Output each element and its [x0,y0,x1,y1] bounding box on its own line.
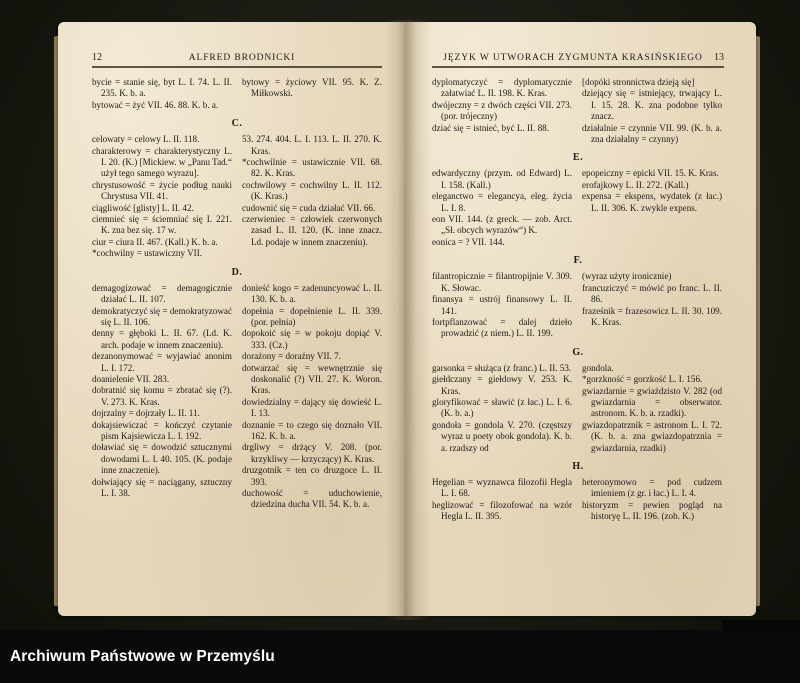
entry: dziejący się = istniejący, trwający L. I. 15. 28. K. zna podobne tylko znacz. [582,88,722,122]
entry: celowaty = celowy L. II. 118. [92,134,200,145]
right-column-1-d [432,77,572,145]
entry: eonica = ? VII. 144. [432,236,505,247]
section-letter-f: F. [573,255,583,267]
left-column-2-d [242,283,382,511]
section-letter-c: C. [231,118,243,130]
section-letter-d: D. [231,266,243,278]
right-page-folio: 13 [714,52,724,63]
entry: 53. 274. 404. L. I. 113. L. II. 270. K. Kras. [242,134,382,156]
entry: drgliwy = drżący V. 208. (por. krzykliwy — krzyczący) K. Kras. [242,442,382,464]
right-columns-g [432,363,724,454]
entry: heteronymowo = pod cudzem imieniem (z gr. i łac.) L. I. 4. [582,476,722,499]
entry: doznanie = to czego się doznało VII. 162. K. b. a. [242,419,382,441]
entry: dwójeczny = z dwóch części VII. 273. (por. trójeczny) [432,99,572,122]
right-head-rule [432,66,724,68]
entry: donieść kogo = zadenuncyować L. II. 130. K. b. a. [242,282,382,305]
entry: dojrzalny = dojrzały L. II. 11. [92,408,200,419]
watermark-corner-block [722,620,800,632]
right-columns-d [432,77,724,145]
entry: druzgotnik = ten co druzgoce L. II. 393. [242,465,382,487]
right-columns-f [432,271,724,339]
left-column-1-d [92,283,232,511]
left-page-folio: 12 [92,52,102,63]
entry: duchowość = uduchowienie, dziedzina ducha VII. 54. K. b. a. [242,488,382,510]
left-columns-d [92,283,382,511]
entry: doanielenie VII. 283. [92,373,170,384]
entry: cochwilowy = cochwilny L. II. 112. (K. Kras.) [242,179,382,202]
right-running-head [432,52,724,63]
left-columns-c [92,134,382,259]
entry: ciur = ciura II. 467. (Kall.) K. b. a. [92,236,218,247]
section-letter-h: H. [572,460,584,472]
entry: *gorzkność = gorzkość L. I. 156. [582,374,703,385]
entry: bytować = żyć VII. 46. 88. K. b. a. [92,99,219,110]
left-running-head [92,52,382,63]
right-column-2-d [582,77,722,145]
entry: dopełnia = dopełnienie L. II. 339. (por. pełnia) [242,305,382,327]
entry: francuziczyć = mówić po franc. L. II. 86. [582,282,722,305]
entry: finansya = ustrój finansowy L. II. 141. [432,294,572,316]
entry: dotwarzać się = wewnętrznie się doskonalić (?) VII. 27. K. Woron. Kras. [242,362,382,396]
entry: gloryfikować = sławić (z łac.) L. I. 6. (K. b. a.) [432,396,572,419]
left-page [58,22,408,616]
entry: heglizować = filozofować na wzór Hegla L. II. 395. [432,499,572,522]
entry: dowiedzialny = dający się dowieść L. I. 13. [242,396,382,419]
entry: dopokoić się = w pokoju dopiąć V. 333. (Cz.) [242,328,382,350]
entry: charakterowy = charakterystyczny L. I. 20. (K.) [Mickiew. w „Panu Tad.“ użył tego samego wyrazu]. [92,145,232,179]
entry: działalnie = czynnie VII. 99. (K. b. a. zna działalny = czynny) [582,122,722,145]
entry: fortpflanzować = dalej dzieło prowadzić (z niem.) L. II. 199. [432,316,572,339]
entry: demagogizować = demagogicznie działać L. II. 107. [92,282,232,305]
left-running-title: ALFRED BRODNICKI [188,53,296,63]
entry: bytowy = życiowy VII. 95. K. Z. Miłkowski. [242,77,382,99]
right-column-1-f [432,271,572,339]
entry: expensa = ekspens, wydatek (z łac.) L. II. 306. K. zwykle expens. [582,191,722,213]
entry: Hegelian = wyznawca filozofii Hegla L. I. 68. [432,476,572,499]
entry: *cochwilny = ustawiczny VII. [92,248,203,259]
entry: edwardyczny (przym. od Edward) L. I. 158. (Kall.) [432,168,572,190]
right-column-2-f [582,271,722,339]
left-columns [92,77,382,111]
entry: gondoła = gondola V. 270. (częstszy wyraz u poety obok gondola). K. b. a. rzadszy od [432,419,572,453]
section-letter-e: E. [572,152,584,164]
entry: eon VII. 144. (z greck. — zob. Arct. „Sł. obcych wyrazów“) K. [432,214,572,236]
entry: dokajsiewiczać = kończyć czytanie pism Kajsiewicza L. I. 192. [92,419,232,441]
right-columns-e [432,168,724,248]
right-column-2-e [582,168,722,248]
entry: epopeiczny = epicki VII. 15. K. Kras. [582,168,719,179]
entry: ciemnieć się = ściemniać się I. 221. K. zna bez się. 17 w. [92,214,232,236]
right-page [406,22,756,616]
entry: (wyraz użyty ironicznie) [582,271,672,282]
left-column-2-c [242,134,382,259]
entry: *cochwilnie = ustawicznie VII. 68. 82. K. Kras. [242,157,382,179]
left-column-1-c [92,134,232,259]
entry: filantropicznie = filantropijnie V. 309. K. Słowac. [432,271,572,293]
right-column-1-e [432,168,572,248]
right-column-2-g [582,363,722,454]
left-column-1 [92,77,232,111]
entry: fraześnik = frazesowicz L. II. 30. 109. K. Kras. [582,305,722,327]
right-column-1-h [432,477,572,523]
entry: demokratyczyć się = demokratyzować się L. II. 106. [92,305,232,327]
entry: doławiać się = dowodzić sztucznymi dowodami L. I. 40. 105. (K. podaje inne znaczenie). [92,442,232,476]
entry: dobratnić się komu = zbratać się (?). V. 273. K. Kras. [92,385,232,407]
right-column-1-g [432,363,572,454]
archive-watermark-text: Archiwum Państwowe w Przemyślu [10,647,275,665]
entry: eleganctwo = elegancya, eleg. życia L. I. 8. [432,191,572,213]
entry: dołwiający się = naciągany, sztuczny L. I. 38. [92,476,232,498]
entry: garsonka = służąca (z franc.) L. II. 53. [432,362,572,373]
entry: cudownić się = cuda działać VII. 66. [242,202,376,213]
section-letter-g: G. [572,346,584,358]
entry: ciągliwość [glisty] L. II. 42. [92,202,194,213]
right-running-title: JĘZYK W UTWORACH ZYGMUNTA KRASIŃSKIEGO [443,53,703,63]
right-columns-h [432,477,724,523]
entry: dziać się = istnieć, być L. II. 88. [432,122,549,133]
entry: gwiazdopatrznik = astronom L. I. 72. (K. b. a. zna gwiazdopatrznia = gwiazdarnia, rzadki) [582,419,722,453]
entry: gondola. [582,362,614,373]
open-book [30,8,782,628]
left-head-rule [92,66,382,68]
right-column-2-h [582,477,722,523]
entry: dorażony = doraźny VII. 7. [242,351,341,362]
entry: dezanonymować = wyjawiać anonim L. I. 172. [92,351,232,373]
entry: chrystusowość = życie podług nauki Chrystusa VII. 41. [92,179,232,202]
entry: historyzm = pewien pogląd na historyę L. II. 196. (zob. K.) [582,499,722,522]
entry: gwiazdarnie = gwiaździsto V. 282 (od gwiazdarnia = obserwator. astronom. K. b. a. rzadki). [582,385,722,419]
entry: giełdczany = giełdowy V. 253. K. Kras. [432,374,572,396]
entry: dyplomatyczyć = dyplomatycznie załatwiać L. II. 198. K. Kras. [432,77,572,99]
entry: bycie = stanie się, byt L. I. 74. L. II. 235. K. b. a. [92,77,232,99]
entry: [dopóki stronnictwa dzieją się] [582,77,695,87]
entry: czerwieniec = człowiek czerwonych zasad L. II. 120. (K. inne znacz. Ld. podaje w innem znaczeniu). [242,214,382,247]
archive-watermark-bar [0,630,800,683]
entry: denny = głęboki L. II. 67. (Ld. K. arch. podaje w innem znaczeniu). [92,328,232,350]
left-column-2 [242,77,382,111]
entry: erofajkowy L. II. 272. (Kall.) [582,179,689,190]
